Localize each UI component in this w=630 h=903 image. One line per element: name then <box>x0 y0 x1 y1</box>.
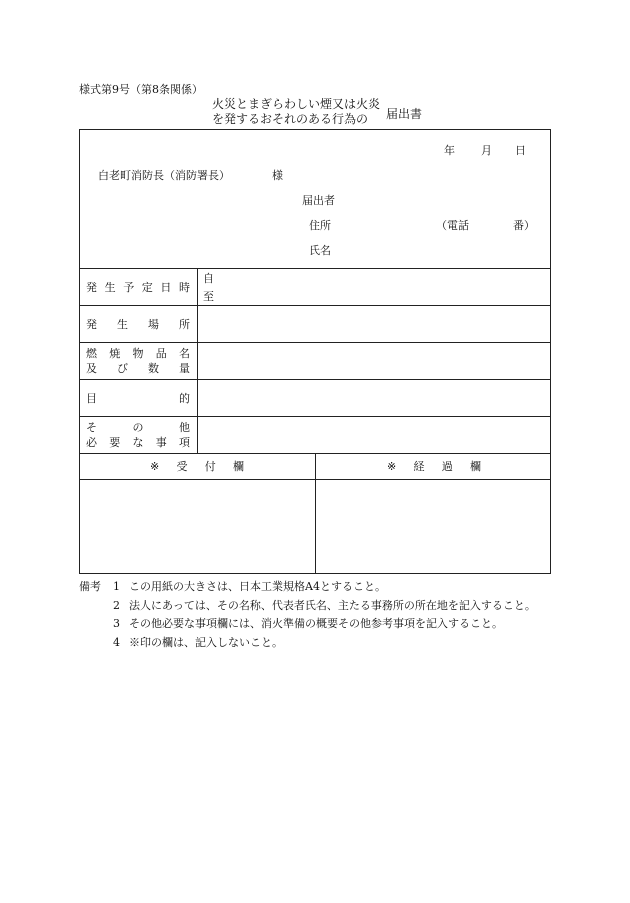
form-title-line-2: を発するおそれのある行為の <box>212 112 369 126</box>
other-items-label: そ の 他 必 要 な 事 項 <box>86 421 190 449</box>
schedule-to-label: 至 <box>203 290 214 303</box>
form-table <box>79 129 551 574</box>
progress-column-header: ※ 経 過 欄 <box>387 460 481 473</box>
addressee: 白老町消防長（消防署長） <box>98 169 230 182</box>
materials-label: 燃 焼 物 品 名 及 び 数 量 <box>86 347 190 375</box>
reception-column-header: ※ 受 付 欄 <box>150 460 244 473</box>
place-label: 発 生 場 所 <box>86 318 190 331</box>
phone-open-label: （電話 <box>436 219 469 232</box>
schedule-from-label: 自 <box>203 272 214 285</box>
month-label: 月 <box>481 144 492 157</box>
remarks-heading: 備考 <box>79 580 101 593</box>
purpose-label: 目 的 <box>86 392 190 405</box>
form-title-suffix: 届出書 <box>386 107 423 121</box>
form-number-label: 様式第9号（第8条関係） <box>79 83 203 96</box>
year-label: 年 <box>444 144 455 157</box>
form-title <box>212 97 380 127</box>
name-label: 氏名 <box>309 244 331 257</box>
schedule-label: 発 生 予 定 日 時 <box>86 281 190 294</box>
phone-close-label: 番） <box>513 219 535 232</box>
remark-item: 4 ※印の欄は、記入しないこと。 <box>113 635 283 649</box>
address-label: 住所 <box>309 219 331 232</box>
remarks <box>79 578 536 652</box>
notifier-label: 届出者 <box>302 194 335 207</box>
day-label: 日 <box>515 144 526 157</box>
remark-item: 2 法人にあっては、その名称、代表者氏名、主たる事務所の所在地を記入すること。 <box>113 598 536 612</box>
remark-item: 3 その他必要な事項欄には、消火準備の概要その他参考事項を記入すること。 <box>113 617 503 630</box>
remark-item: 備考 1 この用紙の大きさは、日本工業規格A4とすること。 <box>79 578 536 597</box>
form-title-line-1: 火災とまぎらわしい煙又は火炎 <box>212 97 381 111</box>
addressee-honorific: 様 <box>272 169 283 182</box>
